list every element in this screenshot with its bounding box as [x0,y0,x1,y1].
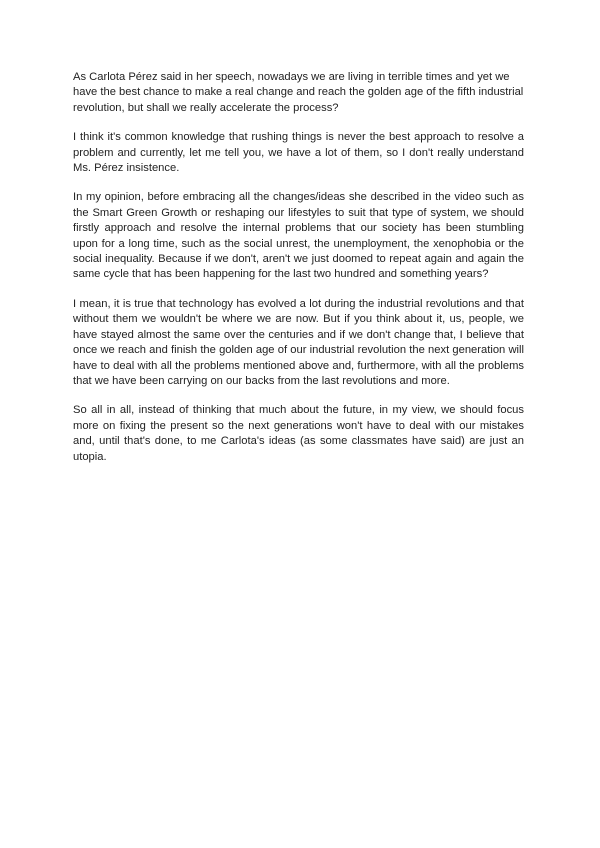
paragraph-5: So all in all, instead of thinking that much about the future, in my view, we should focus more on fixing the present so the next generations won't have to deal with our mistakes and, until that's done, to me Carlota's ideas (as some classmates have said) are just an utopia. [73,404,524,463]
paragraph-1: As Carlota Pérez said in her speech, nowadays we are living in terrible times and yet we have the best chance to make a real change and reach the golden age of the fifth industrial revolution, but shall we really accelerate the process? [73,71,524,114]
paragraph-3: In my opinion, before embracing all the changes/ideas she described in the video such as the Smart Green Growth or reshaping our lifestyles to suit that type of system, we should firstly approach and resolve the internal problems that our society has been stumbling upon for a long time, such as the social unrest, the unemployment, the xenophobia or the social inequality. Because if we don't, aren't we just doomed to repeat again and again the same cycle that has been happening for the last two hundred and something years? [73,191,524,281]
paragraph-2: I think it's common knowledge that rushing things is never the best approach to resolve a problem and currently, let me tell you, we have a lot of them, so I don't really understand Ms. Pérez insistence. [73,131,524,175]
document-body [73,70,524,479]
paragraph-4: I mean, it is true that technology has evolved a lot during the industrial revolutions and that without them we wouldn't be where we are now. But if you think about it, us, people, we have stayed almost the same over the centuries and if we don't change that, I believe that once we reach and finish the golden age of our industrial revolution the next generation will have to deal with all the problems mentioned above and, furthermore, with all the problems that we have been carrying on our backs from the last revolutions and more. [73,297,524,387]
